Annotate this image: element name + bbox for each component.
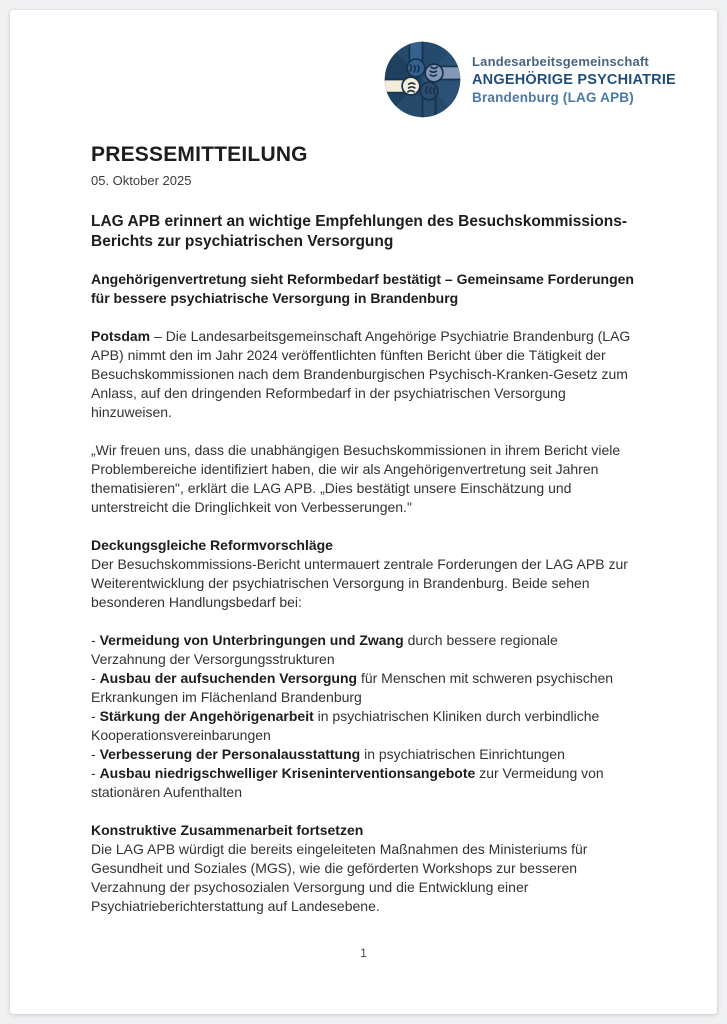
dash-bullet: - [91,670,100,686]
demand-item [91,631,635,669]
org-name-line1: Landesarbeitsgemeinschaft [472,53,649,69]
lead-text: – Die Landesarbeitsgemeinschaft Angehörige Psychiatrie Brandenburg (LAG APB) nimmt den im Jahr 2024 veröffentlichten fünften Bericht über die Tätigkeit der Besuchskommissionen nach dem Brandenburgischen Psychisch-Kranken-Gesetz zum Anlass, auf den dringenden Reformbedarf in der psychiatrischen Versorgung hinzuweisen. [91,328,631,420]
org-name-line2: ANGEHÖRIGE PSYCHIATRIE [472,71,676,88]
demand-item [91,764,635,802]
demand-rest: in psychiatrischen Einrichtungen [360,746,565,762]
dash-bullet: - [91,632,100,648]
lead-city: Potsdam [91,328,151,344]
quote-paragraph-block [91,441,635,517]
demand-rest: in psychiatrischen Kliniken durch verbindliche Kooperationsvereinbarungen [91,708,600,743]
section-cooperation [91,821,635,916]
demand-bold: Verbesserung der Personalausstattung [99,746,361,762]
section-reform-heading: Deckungsgleiche Reformvorschläge [91,537,333,553]
section-reform-text: Der Besuchskommissions-Bericht untermauert zentrale Forderungen der LAG APB zur Weiterentwicklung der psychiatrischen Versorgung in Brandenburg. Beide sehen besonderen Handlungsbedarf bei: [91,556,628,610]
four-hands-unity-circle-icon [384,41,461,118]
demand-bold: Stärkung der Angehörigenarbeit [99,708,314,724]
org-name-line3: Brandenburg (LAG APB) [472,89,634,105]
dash-bullet: - [91,765,100,781]
demand-item [91,745,635,764]
doc-date: 05. Oktober 2025 [91,173,192,188]
dash-bullet: - [91,708,100,724]
demand-rest: zur Vermeidung von stationären Aufenthalten [91,765,604,800]
demand-list-block [91,631,635,802]
demand-rest: durch bessere regionale Verzahnung der Versorgungsstrukturen [91,632,558,667]
section-reform [91,536,635,612]
demand-bold: Ausbau niedrigschwelliger Kriseninterventionsangebote [99,765,476,781]
document-body [91,143,635,916]
subheadline: Angehörigenvertretung sieht Reformbedarf bestätigt – Gemeinsame Forderungen für bessere psychiatrische Versorgung in Brandenburg [91,271,634,306]
dash-bullet: - [91,746,100,762]
demand-item [91,707,635,745]
demand-rest: für Menschen mit schweren psychischen Erkrankungen im Flächenland Brandenburg [91,670,614,705]
lead-paragraph [91,327,635,422]
doc-type-title: PRESSEMITTEILUNG [91,143,308,166]
org-wordmark [472,53,676,107]
demand-list [91,631,635,802]
org-logo [384,41,676,118]
demand-item [91,669,635,707]
demand-bold: Ausbau der aufsuchenden Versorgung [99,670,358,686]
headline: LAG APB erinnert an wichtige Empfehlungen des Besuchskommissions-Berichts zur psychiatrischen Versorgung [91,213,627,250]
quote-paragraph: „Wir freuen uns, dass die unabhängigen Besuchskommissionen in ihrem Bericht viele Problembereiche identifiziert haben, die wir als Angehörigenvertretung seit Jahren thematisieren", erklärt die LAG APB. „Dies bestätigt unsere Einschätzung und unterstreicht die Dringlichkeit von Verbesserungen." [91,442,621,515]
page-number: 1 [360,946,367,960]
lead-paragraph-block [91,327,635,422]
press-release-page [10,10,717,1014]
section-cooperation-text: Die LAG APB würdigt die bereits eingeleiteten Maßnahmen des Ministeriums für Gesundheit und Soziales (MGS), wie die geförderten Workshops zur besseren Verzahnung der psychosozialen Versorgung und die Entwicklung einer Psychiatrieberichterstattung auf Landesebene. [91,841,588,914]
section-cooperation-heading: Konstruktive Zusammenarbeit fortsetzen [91,822,364,838]
demand-bold: Vermeidung von Unterbringungen und Zwang [99,632,404,648]
